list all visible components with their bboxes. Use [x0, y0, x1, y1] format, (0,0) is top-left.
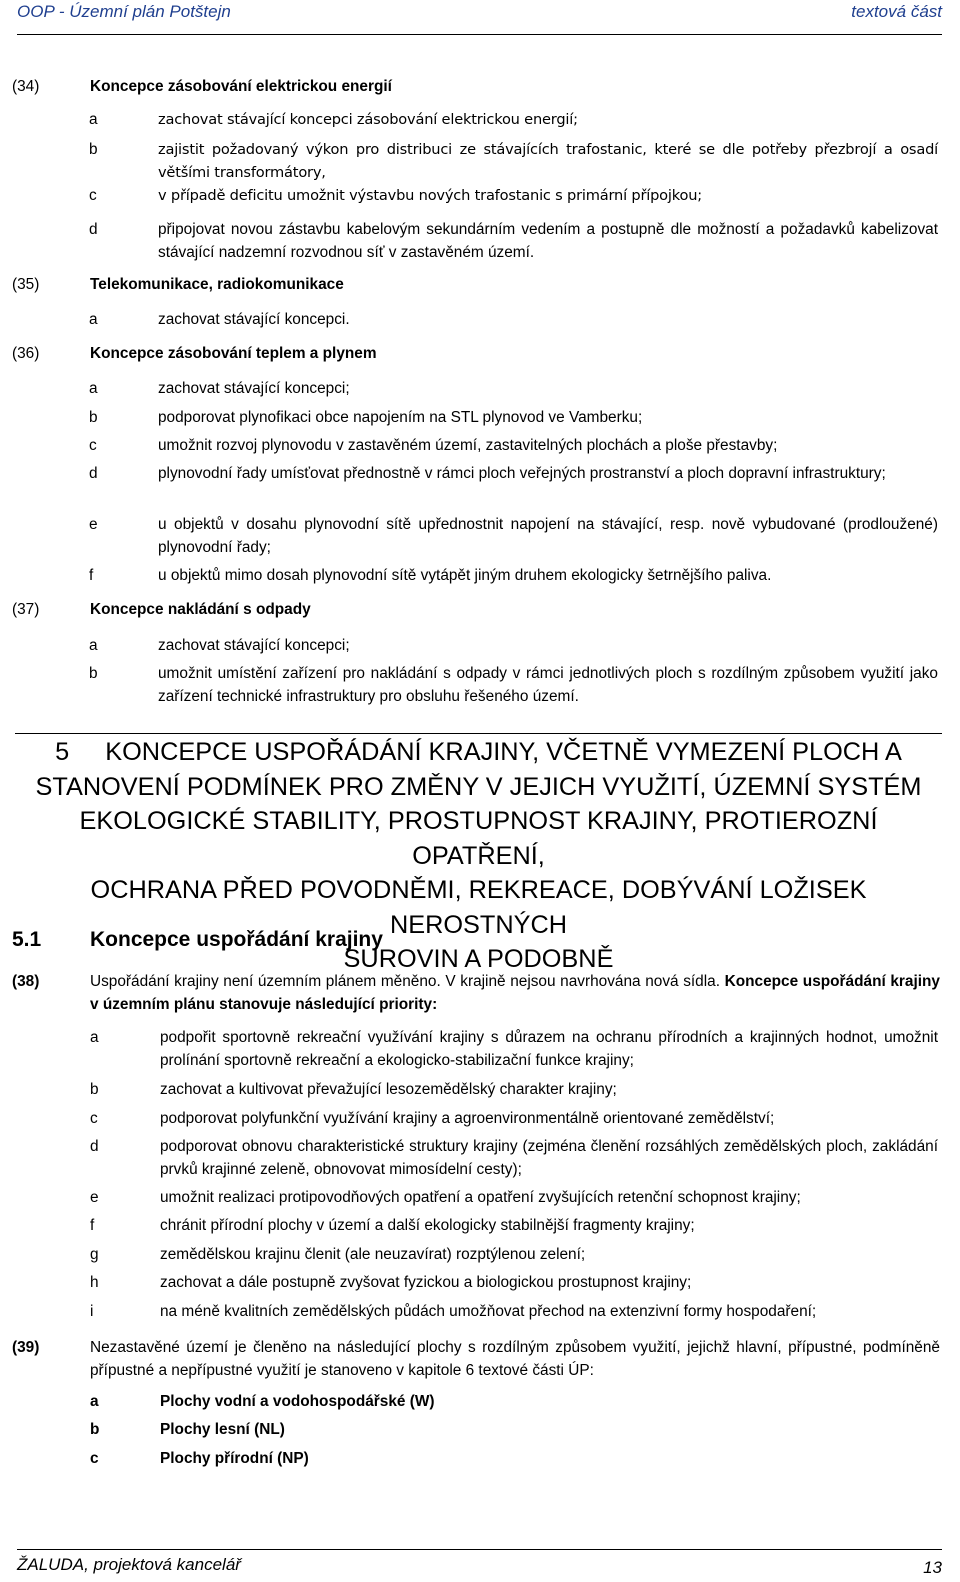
list-text: podpořit sportovně rekreační využívání krajiny s důrazem na ochranu přírodních a krajinných hodnot, umožnit prolínání sportovně rekreační a ekologicko-stabilizační funkce krajiny; [160, 1029, 938, 1069]
list-letter: c [90, 1450, 99, 1467]
list-text: na méně kvalitních zemědělských půdách umožňovat přechod na extenzivní formy hospodaření; [160, 1303, 817, 1320]
list-text: připojovat novou zástavbu kabelovým sekundárním vedením a postupně dle možností a požadavků kabelizovat stávající nadzemní rozvodnou síť v zastavěném území. [158, 221, 938, 261]
section-title: Koncepce nakládání s odpady [90, 601, 311, 618]
section-number: (35) [12, 276, 40, 293]
intro-emphasis: Koncepce uspořádání krajiny v územním plánu stanovuje následující priority: [90, 973, 940, 1013]
list-letter: h [90, 1274, 99, 1291]
list-letter: f [90, 1217, 95, 1234]
list-text: u objektů mimo dosah plynovodní sítě vytápět jiným druhem ekologicky šetrnějšího paliva. [158, 567, 772, 584]
list-letter: f [89, 567, 94, 584]
list-text: zachovat stávající koncepci; [158, 380, 350, 397]
page-header [17, 0, 942, 35]
chapter-line-4: OCHRANA PŘED POVODNĚMI, REKREACE, DOBÝVÁNÍ LOŽISEK NEROSTNÝCH [90, 876, 867, 939]
list-letter: a [89, 380, 98, 397]
section-39-intro: Nezastavěné území je členěno na následující plochy s rozdílným způsobem využití, jejichž hlavní, přípustné, podmíněně přípustné a nepřípustné využití je stanoveno v kapitole 6 textové části ÚP: [90, 1339, 940, 1379]
list-letter: a [90, 1393, 99, 1410]
list-text: zachovat stávající koncepci. [158, 311, 350, 328]
section-38-intro [90, 970, 940, 1016]
list-letter: b [90, 1421, 100, 1438]
section-title: Koncepce zásobování elektrickou energií [90, 78, 392, 95]
list-letter: g [90, 1246, 99, 1263]
list-text: umožnit rozvoj plynovodu v zastavěném území, zastavitelných plochách a ploše přestavby; [158, 437, 778, 454]
list-letter: d [89, 465, 98, 482]
chapter-line-2: STANOVENÍ PODMÍNEK PRO ZMĚNY V JEJICH VYUŽITÍ, ÚZEMNÍ SYSTÉM [35, 772, 922, 801]
list-text: Plochy lesní (NL) [160, 1421, 285, 1438]
subchapter-heading [12, 928, 383, 952]
section-38-number: (38) [12, 973, 40, 990]
section-title: Telekomunikace, radiokomunikace [90, 276, 344, 293]
list-letter: c [89, 437, 97, 454]
list-text: Plochy vodní a vodohospodářské (W) [160, 1393, 435, 1410]
list-text: umožnit realizaci protipovodňových opatření a opatření zvyšujících retenční schopnost krajiny; [160, 1189, 801, 1206]
list-letter: b [89, 141, 98, 158]
page-footer [17, 1549, 942, 1577]
list-text: podporovat plynofikaci obce napojením na STL plynovod ve Vamberku; [158, 409, 643, 426]
list-text: plynovodní řady umísťovat přednostně v rámci ploch veřejných prostranství a ploch dopravní infrastruktury; [158, 465, 886, 482]
list-letter: c [90, 1110, 98, 1127]
section-number: (36) [12, 345, 40, 362]
subchapter-number: 5.1 [12, 928, 42, 951]
footer-company: ŽALUDA, projektová kancelář [17, 1555, 241, 1574]
list-letter: c [89, 187, 97, 204]
intro-text: Uspořádání krajiny není územním plánem měněno. V krajině nejsou navrhována nová sídla. [90, 973, 725, 990]
list-text: podporovat obnovu charakteristické struktury krajiny (zejména členění rozsáhlých zemědělských ploch, zakládání prvků krajinné zeleně, obnovovat mimosídelní cesty); [160, 1138, 938, 1178]
list-letter: i [90, 1303, 94, 1320]
list-text: zachovat stávající koncepci; [158, 637, 350, 654]
list-text: zachovat a kultivovat převažující lesozemědělský charakter krajiny; [160, 1081, 617, 1098]
header-document-title: OOP - Územní plán Potštejn [17, 2, 231, 21]
page-number: 13 [923, 1558, 942, 1577]
list-letter: e [90, 1189, 99, 1206]
list-letter: a [89, 637, 98, 654]
list-text: u objektů v dosahu plynovodní sítě upřednostnit napojení na stávající, resp. nově vybudované (prodloužené) plynovodní řady; [158, 516, 938, 556]
list-text: v případě deficitu umožnit výstavbu nových trafostanic s primární přípojkou; [158, 187, 702, 204]
list-text: umožnit umístění zařízení pro nakládání s odpady v rámci jednotlivých ploch s rozdílným způsobem využití jako zařízení technické infrastruktury pro obsluhu řešeného území. [158, 665, 938, 705]
list-letter: b [89, 409, 98, 426]
list-letter: a [90, 1029, 99, 1046]
list-text: zemědělskou krajinu členit (ale neuzavírat) rozptýlenou zelení; [160, 1246, 586, 1263]
section-number: (37) [12, 601, 40, 618]
chapter-number: 5 [55, 738, 70, 766]
list-letter: b [89, 665, 98, 682]
chapter-rule [15, 733, 942, 734]
list-text: podporovat polyfunkční využívání krajiny a agroenvironmentálně orientované zemědělství; [160, 1110, 775, 1127]
chapter-line-5: SUROVIN A PODOBNĚ [343, 945, 614, 973]
list-text: zachovat a dále postupně zvyšovat fyzickou a biologickou prostupnost krajiny; [160, 1274, 692, 1291]
section-number: (34) [12, 78, 40, 95]
chapter-text: KONCEPCE USPOŘÁDÁNÍ KRAJINY, VČETNĚ VYMEZENÍ PLOCH A [105, 738, 902, 766]
list-text: chránit přírodní plochy v území a další ekologicky stabilnější fragmenty krajiny; [160, 1217, 695, 1234]
list-letter: a [89, 311, 98, 328]
section-title: Koncepce zásobování teplem a plynem [90, 345, 377, 362]
header-section-label: textová část [851, 2, 942, 21]
list-letter: a [89, 111, 98, 128]
list-text: zachovat stávající koncepci zásobování elektrickou energií; [158, 111, 578, 128]
chapter-line-1 [15, 735, 942, 770]
list-letter: b [90, 1081, 99, 1098]
list-letter: d [89, 221, 98, 238]
list-text: zajistit požadovaný výkon pro distribuci ze stávajících trafostanic, které se dle potřeby přezbrojí a osadí většími transformátory, [158, 141, 938, 181]
list-letter: d [90, 1138, 99, 1155]
subchapter-title: Koncepce uspořádání krajiny [90, 928, 383, 951]
list-text: Plochy přírodní (NP) [160, 1450, 309, 1467]
list-letter: e [89, 516, 98, 533]
chapter-line-3: EKOLOGICKÉ STABILITY, PROSTUPNOST KRAJINY, PROTIEROZNÍ OPATŘENÍ, [79, 807, 878, 870]
section-39-number: (39) [12, 1339, 40, 1356]
